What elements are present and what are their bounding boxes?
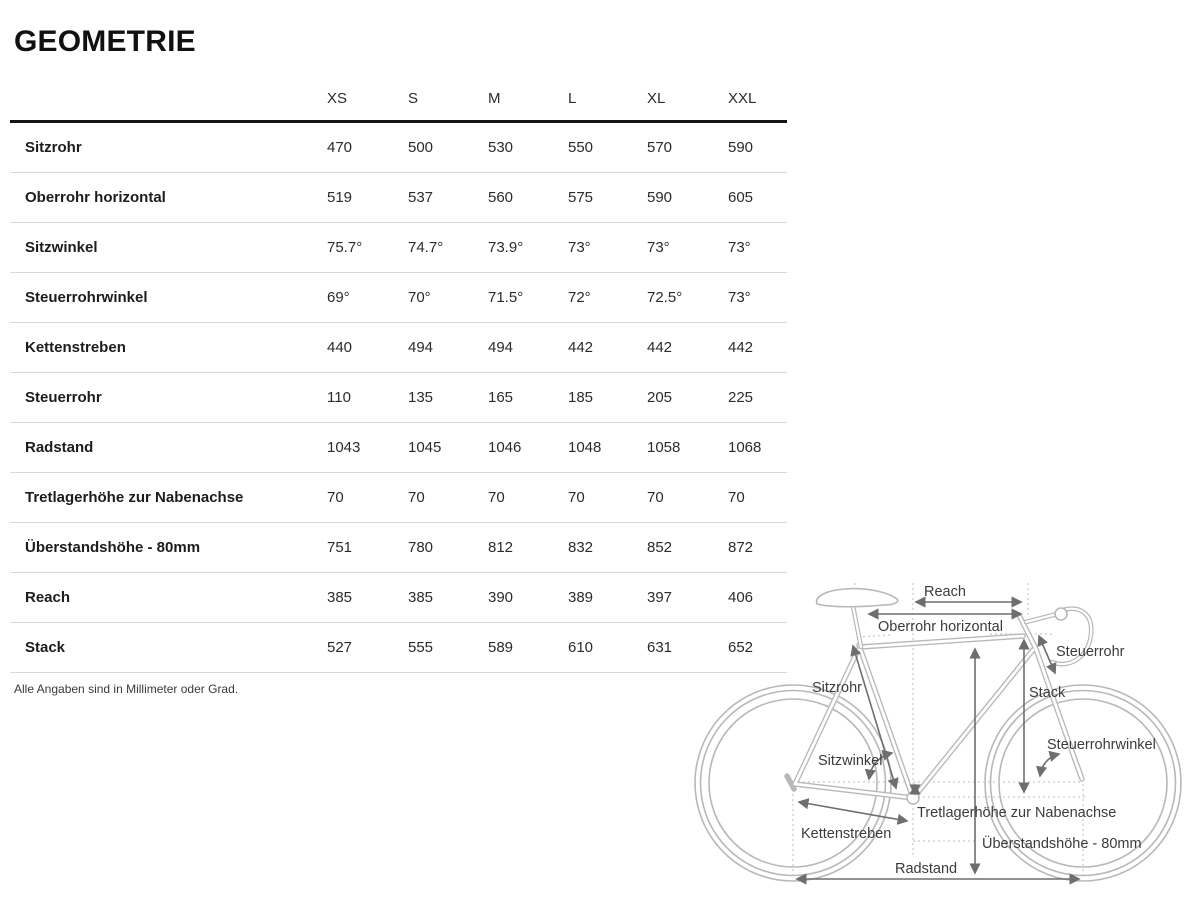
row-label: Radstand: [25, 439, 94, 456]
diagram-labels: [801, 584, 1156, 877]
size-column-header: M: [488, 89, 501, 107]
diagram-label-stack: Stack: [1029, 685, 1066, 701]
table-row: [10, 423, 787, 473]
row-value: 500: [408, 139, 434, 156]
diagram-label-ueberstandshoehe: Überstandshöhe - 80mm: [982, 836, 1142, 852]
row-value: 70: [408, 489, 425, 506]
row-value: 590: [647, 189, 673, 206]
row-value: 70: [568, 489, 585, 506]
row-value: 832: [568, 539, 594, 556]
diagram-label-kettenstreben: Kettenstreben: [801, 826, 892, 842]
row-value: 110: [327, 389, 351, 406]
row-value: 652: [728, 639, 754, 656]
row-value: 165: [488, 389, 514, 406]
row-value: 72.5°: [647, 289, 683, 306]
row-value: 872: [728, 539, 754, 556]
row-value: 575: [568, 189, 594, 206]
row-value: 812: [488, 539, 514, 556]
row-value: 70°: [408, 289, 431, 306]
units-footnote: Alle Angaben sind in Millimeter oder Grad.: [14, 682, 239, 696]
size-column-header: XXL: [728, 89, 757, 107]
row-value: 1058: [647, 439, 681, 456]
bike-cockpit-core: [852, 601, 1091, 664]
row-value: 494: [488, 339, 514, 356]
row-value: 1045: [408, 439, 442, 456]
diagram-label-reach: Reach: [924, 584, 966, 600]
axle-points: [907, 792, 919, 804]
row-value: 494: [408, 339, 434, 356]
row-value: 389: [568, 589, 594, 606]
row-value: 1068: [728, 439, 762, 456]
row-value: 72°: [568, 289, 591, 306]
row-value: 70: [647, 489, 664, 506]
row-value: 70: [728, 489, 745, 506]
size-column-header: S: [408, 89, 419, 107]
row-label: Überstandshöhe - 80mm: [25, 539, 201, 556]
row-value: 73°: [728, 289, 751, 306]
row-value: 560: [488, 189, 514, 206]
row-value: 385: [327, 589, 353, 606]
row-value: 631: [647, 639, 673, 656]
row-value: 225: [728, 389, 754, 406]
row-label: Sitzrohr: [25, 139, 82, 156]
table-row: [10, 473, 787, 523]
row-value: 73°: [728, 239, 751, 256]
row-value: 610: [568, 639, 594, 656]
bike-frame-outline: [787, 617, 1082, 798]
diagram-label-sitzrohr: Sitzrohr: [812, 680, 862, 696]
row-value: 519: [327, 189, 353, 206]
dimension-arrows: [797, 602, 1079, 879]
row-value: 570: [647, 139, 673, 156]
table-row: [10, 373, 787, 423]
bike-frame-core: [795, 617, 1082, 798]
row-label: Oberrohr horizontal: [25, 189, 166, 206]
row-value: 537: [408, 189, 434, 206]
size-column-header: L: [568, 89, 577, 107]
row-label: Steuerrohrwinkel: [25, 289, 148, 306]
row-value: 406: [728, 589, 754, 606]
row-value: 70: [488, 489, 505, 506]
row-value: 527: [327, 639, 353, 656]
row-value: 780: [408, 539, 434, 556]
row-label: Reach: [25, 589, 71, 606]
row-value: 440: [327, 339, 353, 356]
table-header-row: [10, 76, 787, 123]
row-value: 751: [327, 539, 353, 556]
handlebar-clamp: [1055, 608, 1067, 620]
diagram-label-steuerrohrwinkel: Steuerrohrwinkel: [1047, 737, 1156, 753]
row-value: 73°: [647, 239, 670, 256]
diagram-label-steuerrohr: Steuerrohr: [1056, 644, 1125, 660]
row-value: 1048: [568, 439, 602, 456]
row-value: 75.7°: [327, 239, 363, 256]
diagram-label-oberrohr: Oberrohr horizontal: [878, 619, 1003, 635]
table-row: [10, 173, 787, 223]
row-value: 470: [327, 139, 353, 156]
row-label: Stack: [25, 639, 66, 656]
diagram-label-radstand: Radstand: [895, 861, 958, 877]
row-value: 185: [568, 389, 594, 406]
row-value: 530: [488, 139, 514, 156]
table-row: [10, 623, 787, 673]
row-value: 550: [568, 139, 594, 156]
row-value: 555: [408, 639, 434, 656]
row-value: 397: [647, 589, 673, 606]
table-row: [10, 323, 787, 373]
row-label: Tretlagerhöhe zur Nabenachse: [25, 489, 244, 506]
row-label: Sitzwinkel: [25, 239, 98, 256]
row-value: 605: [728, 189, 754, 206]
diagram-label-sitzwinkel: Sitzwinkel: [818, 753, 883, 769]
table-body: [10, 123, 787, 673]
geometry-table: [10, 76, 787, 696]
row-value: 1046: [488, 439, 522, 456]
row-value: 70: [327, 489, 344, 506]
row-value: 590: [728, 139, 754, 156]
table-row: [10, 223, 787, 273]
row-value: 73°: [568, 239, 591, 256]
row-value: 589: [488, 639, 514, 656]
table-row: [10, 573, 787, 623]
row-value: 390: [488, 589, 514, 606]
row-value: 73.9°: [488, 239, 524, 256]
row-value: 442: [728, 339, 754, 356]
diagram-label-tretlagerhoehe: Tretlagerhöhe zur Nabenachse: [917, 805, 1117, 821]
row-label: Kettenstreben: [25, 339, 126, 356]
row-label: Steuerrohr: [25, 389, 102, 406]
row-value: 135: [408, 389, 434, 406]
table-row: [10, 273, 787, 323]
size-column-header: XS: [327, 89, 348, 107]
row-value: 852: [647, 539, 673, 556]
row-value: 385: [408, 589, 434, 606]
table-row: [10, 123, 787, 173]
page-title: GEOMETRIE: [14, 25, 196, 59]
construction-dotted-lines: [793, 583, 1085, 878]
table-row: [10, 523, 787, 573]
bike-wheels: [695, 685, 1181, 881]
size-column-header: XL: [647, 89, 666, 107]
row-value: 205: [647, 389, 673, 406]
row-value: 442: [647, 339, 673, 356]
row-value: 442: [568, 339, 594, 356]
row-value: 71.5°: [488, 289, 524, 306]
row-value: 74.7°: [408, 239, 444, 256]
saddle: [817, 589, 898, 607]
row-value: 1043: [327, 439, 361, 456]
row-value: 69°: [327, 289, 350, 306]
bike-cockpit-outline: [852, 601, 1091, 664]
